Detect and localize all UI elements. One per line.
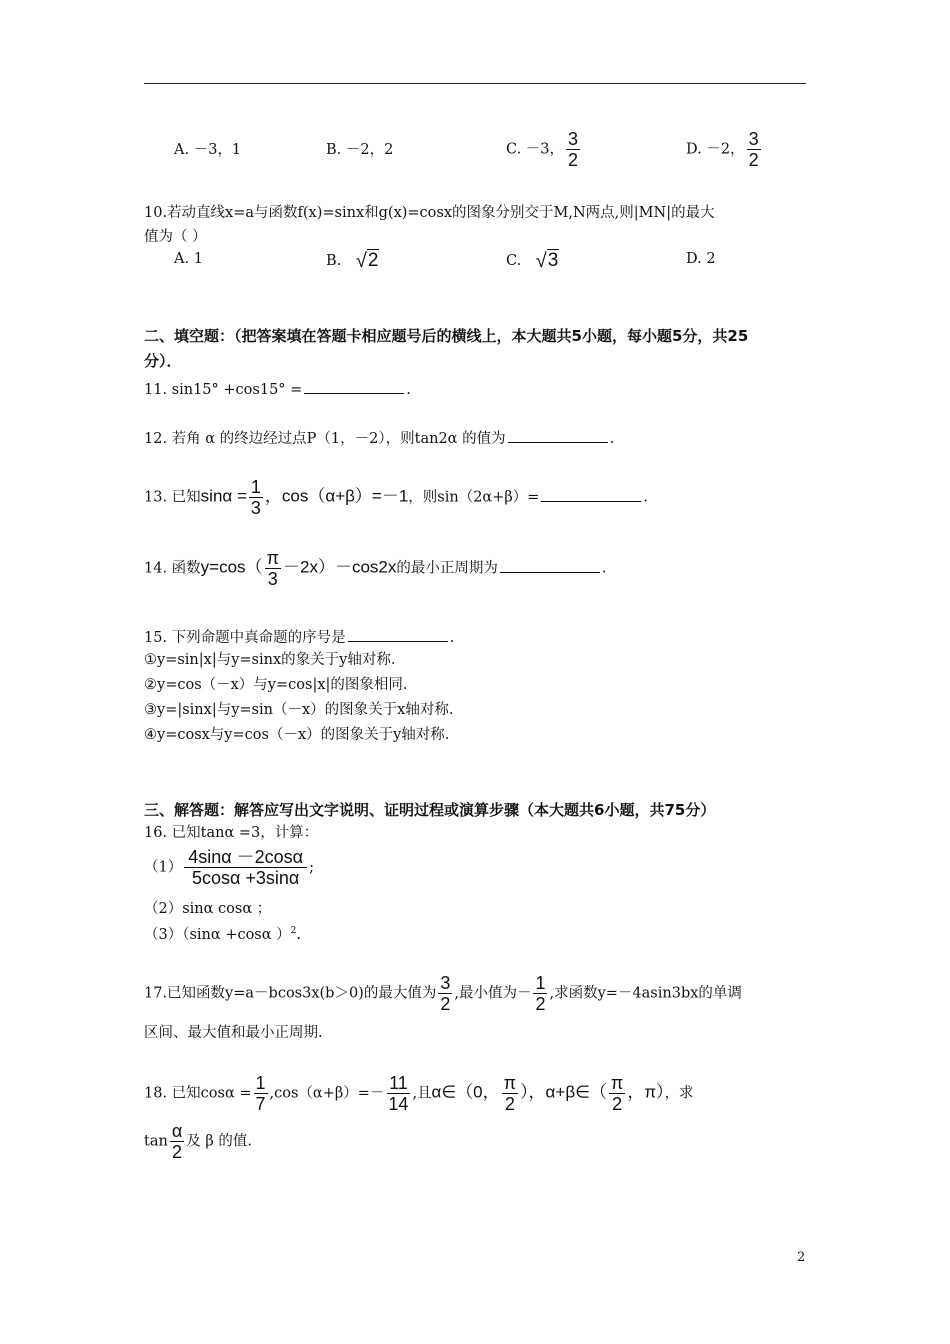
q17-fraction-min — [533, 974, 547, 1013]
section2-heading-line2: 分）． — [144, 352, 182, 370]
answer-blank — [348, 627, 448, 642]
q18-line2-tail: 及 β 的值. — [186, 1133, 252, 1150]
q14-end: . — [601, 560, 607, 577]
fraction-denominator: 2 — [568, 150, 579, 170]
fraction-denominator: 14 — [388, 1094, 409, 1114]
q14-fraction — [265, 549, 281, 588]
fraction-numerator: π — [610, 1073, 624, 1093]
section2-heading-line1: 二、填空题：（把答案填在答题卡相应题号后的横线上，本大题共5小题，每小题5分，共25 — [144, 327, 749, 345]
q18-text-a: 18. 已知cosα = — [144, 1085, 252, 1102]
q18-line2 — [144, 1122, 252, 1161]
radicand: 3 — [547, 250, 559, 272]
header-rule — [144, 83, 806, 84]
q18-alpha-interval-start: α∈（0， — [431, 1082, 500, 1102]
q10-option-c — [506, 249, 559, 273]
answer-blank — [304, 379, 404, 394]
q14-fn-end: －2x）－cos2x — [282, 557, 397, 577]
sqrt-2 — [356, 249, 380, 273]
q15-end: . — [449, 630, 455, 646]
q16-part1-label: （1） — [144, 859, 183, 876]
q10-option-b-prefix: B. — [326, 253, 342, 269]
q9-option-c-prefix: C. －3， — [506, 141, 565, 158]
q13-fraction — [249, 478, 263, 517]
q10-option-c-prefix: C. — [506, 253, 522, 269]
q9-option-d-prefix: D. －2， — [686, 141, 745, 158]
superscript: 2 — [290, 926, 297, 936]
q13-cos-expression: ，cos（α+β）=－1 — [264, 486, 409, 506]
q14 — [144, 549, 606, 588]
q18-fraction-pi-half-2 — [609, 1074, 625, 1113]
q15-item-3: ③y=|sinx|与y=sin（－x）的图象关于x轴对称. — [144, 702, 454, 718]
page-number: 2 — [797, 1250, 806, 1265]
q12 — [144, 428, 614, 448]
q15-stem-text: 15. 下列命题中真命题的序号是 — [144, 630, 346, 646]
q11 — [144, 379, 411, 399]
q17-line1 — [144, 974, 742, 1013]
radicand: 2 — [367, 250, 379, 272]
answer-blank — [500, 558, 600, 573]
q18-text-f: ，求 — [664, 1085, 694, 1102]
q16-part1 — [144, 848, 314, 887]
q17-text-a: 17.已知函数y=a－bcos3x(b＞0)的最大值为 — [144, 985, 437, 1002]
answer-blank — [508, 428, 608, 443]
q14-fn-start: y=cos（ — [200, 557, 263, 577]
fraction-numerator: π — [503, 1073, 517, 1093]
q16-part1-end: ; — [309, 859, 314, 876]
q18-sum-interval-end: ，π） — [627, 1082, 665, 1102]
section3-heading: 三、解答题：解答应写出文字说明、证明过程或演算步骤（本大题共6小题，共75分） — [144, 801, 716, 819]
fraction-denominator: 3 — [267, 569, 278, 589]
q17-fraction-max — [438, 974, 452, 1013]
fraction-numerator: 11 — [389, 1073, 408, 1093]
fraction-numerator: 3 — [440, 973, 451, 993]
q10-stem-line1: 10.若动直线x=a与函数f(x)=sinx和g(x)=cosx的图象分别交于M,N两点,则|MN|的最大 — [144, 205, 715, 221]
q18-fraction-cos-sum — [386, 1074, 410, 1113]
q18-fraction-pi-half-1 — [502, 1074, 518, 1113]
q16-part2: （2）sinα cosα ； — [144, 901, 272, 917]
fraction-numerator: π — [266, 548, 279, 568]
q18-fraction-alpha-half — [170, 1122, 184, 1161]
fraction-denominator: 2 — [748, 150, 759, 170]
q17-line2: 区间、最大值和最小正周期. — [144, 1025, 323, 1041]
fraction-numerator: 4sinα －2cosα — [184, 848, 307, 868]
q15-stem — [144, 627, 454, 647]
q9-option-d-fraction — [747, 130, 761, 169]
q9-option-a: A. －3，1 — [174, 142, 242, 158]
fraction-numerator: 1 — [535, 973, 546, 993]
q10-option-b — [326, 249, 379, 273]
q9-option-b: B. －2，2 — [326, 142, 394, 158]
fraction-denominator: 5cosα +3sinα — [191, 868, 300, 888]
fraction-denominator: 7 — [255, 1094, 266, 1114]
q17-text-c: ,求函数y=－4asin3bx的单调 — [549, 985, 742, 1002]
radical-sign: √ — [535, 250, 547, 272]
radical-sign: √ — [355, 250, 367, 272]
q16-part1-fraction — [184, 848, 307, 887]
q9-option-c — [506, 130, 582, 169]
q9-option-d — [686, 130, 763, 169]
q18-line1 — [144, 1074, 694, 1113]
fraction-numerator: 3 — [748, 129, 759, 149]
q12-end: . — [609, 431, 615, 447]
q18-text-b: ,cos（α+β）=－ — [269, 1085, 385, 1102]
q16-part3 — [144, 926, 301, 944]
q18-fraction-cos — [254, 1074, 268, 1113]
q10-option-d: D. 2 — [686, 251, 716, 267]
answer-blank — [541, 487, 641, 502]
q14-tail: 的最小正周期为 — [396, 560, 498, 577]
q18-sum-interval-start: ），α+β∈（ — [520, 1082, 607, 1102]
q15-item-1: ①y=sin|x|与y=sinx的象关于y轴对称. — [144, 652, 396, 668]
q15-item-4: ④y=cosx与y=cos（－x）的图象关于y轴对称. — [144, 727, 450, 743]
q16-part3-text: （3）（sinα +cosα ） — [144, 926, 291, 943]
q16-stem: 16. 已知tanα =3，计算： — [144, 825, 319, 841]
q18-tan-label: tan — [144, 1133, 168, 1150]
sqrt-3 — [536, 249, 560, 273]
fraction-denominator: 2 — [172, 1142, 183, 1162]
q11-text: 11. sin15° +cos15° = — [144, 382, 303, 398]
fraction-numerator: α — [171, 1121, 183, 1141]
q13-tail: ，则sin（2α+β）= — [408, 489, 540, 506]
q9-option-c-fraction — [566, 130, 580, 169]
fraction-denominator: 2 — [504, 1094, 515, 1114]
fraction-numerator: 1 — [255, 1073, 266, 1093]
fraction-denominator: 2 — [440, 994, 451, 1014]
q17-text-b: ,最小值为－ — [454, 985, 532, 1002]
fraction-denominator: 3 — [250, 498, 261, 518]
q13-prefix: 13. 已知 — [144, 489, 201, 506]
q18-text-c: ,且 — [412, 1085, 432, 1102]
q11-end: . — [406, 382, 411, 398]
q10-option-a: A. 1 — [174, 251, 203, 267]
q12-text: 12. 若角 α 的终边经过点P（1，－2），则tan2α 的值为 — [144, 431, 506, 447]
q13 — [144, 478, 648, 517]
q16-part3-end: . — [296, 926, 301, 943]
fraction-denominator: 2 — [535, 994, 546, 1014]
fraction-numerator: 3 — [568, 129, 579, 149]
q15-item-2: ②y=cos（－x）与y=cos|x|的图象相同. — [144, 677, 408, 693]
q13-end: . — [643, 489, 649, 506]
fraction-numerator: 1 — [250, 477, 261, 497]
q14-prefix: 14. 函数 — [144, 560, 201, 577]
fraction-denominator: 2 — [612, 1094, 623, 1114]
q13-sin-label: sinα = — [200, 486, 247, 506]
q10-stem-line2: 值为（ ） — [144, 229, 207, 245]
